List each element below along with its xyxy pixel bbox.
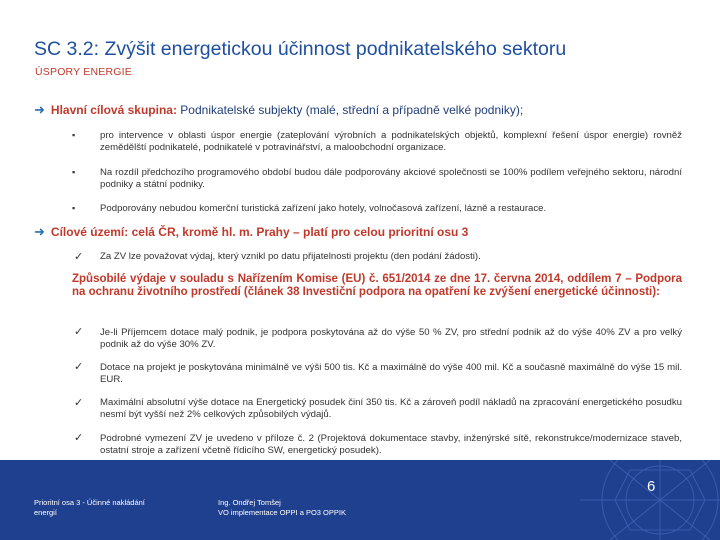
list-item: Za ZV lze považovat výdaj, který vznikl po datu přijatelnosti projektu (den podání žádosti).: [100, 251, 481, 262]
list-item: Na rozdíl předchozího programového období budou dále podporovány akciové společnosti se 100% podílem veřejného sektoru, národní podniky a státní podniky.: [100, 167, 682, 190]
list-item: Podrobné vymezení ZV je uvedeno v příloze č. 2 (Projektová dokumentace stavby, inženýrské sítě, rekonstrukce/modernizace staveb, ostatní stroje a zařízení včetně řídicího SW, energetický posudek).: [100, 433, 682, 456]
footer-author-name: Ing. Ondřej Tomšej: [218, 498, 281, 507]
list-item: Podporovány nebudou komerční turistická zařízení jako hotely, volnočasová zařízení, lázně a restaurace.: [100, 203, 547, 214]
page-number: 6: [647, 478, 656, 495]
footer-left: [34, 498, 145, 518]
square-bullet-icon: ▪: [72, 203, 76, 213]
list-item: pro intervence v oblasti úspor energie (zateplování výrobních a podnikatelských objektů, komplexní řešení úspor energie) rovněž zemědělští podnikatelé, podnikatelé v potravinářství, a maloobchodní organizace.: [100, 130, 682, 153]
checkmark-icon: ✓: [74, 251, 84, 263]
eligible-costs-heading: Způsobilé výdaje v souladu s Nařízením Komise (EU) č. 651/2014 ze dne 17. června 2014, oddílem 7 – Podpora na ochranu životního prostředí (článek 38 Investiční podpora na opatření ke zvýšení energetické účinnosti):: [72, 273, 682, 298]
footer-author-role: VO implementace OPPI a PO3 OPPIK: [218, 508, 346, 517]
footer-author: [218, 498, 346, 518]
page-title: SC 3.2: Zvýšit energetickou účinnost podnikatelského sektoru: [34, 38, 567, 60]
footer-left-line1: Prioritní osa 3 - Účinné nakládání: [34, 498, 145, 507]
section-text: celá ČR, kromě hl. m. Prahy – platí pro celou prioritní osu 3: [131, 225, 469, 239]
decorative-network-icon: [460, 460, 720, 540]
arrow-right-icon: ➜: [34, 102, 45, 117]
footer-left-line2: energií: [34, 508, 57, 517]
arrow-right-icon: ➜: [34, 224, 45, 239]
checkmark-icon: ✓: [74, 432, 84, 444]
checkmark-icon: ✓: [74, 326, 84, 338]
list-item: Dotace na projekt je poskytována minimálně ve výši 500 tis. Kč a maximálně do výše 400 mil. Kč a současně maximálně do výše 15 mil. EUR.: [100, 362, 682, 385]
list-item: Je-li Příjemcem dotace malý podnik, je podpora poskytována až do výše 50 % ZV, pro střední podnik až do výše 40% ZV a pro velký podnik až do výše 30% ZV.: [100, 327, 682, 350]
footer: [0, 460, 720, 540]
checkmark-icon: ✓: [74, 397, 84, 409]
section-text: Podnikatelské subjekty (malé, střední a případně velké podniky);: [180, 103, 524, 117]
section-label: Hlavní cílová skupina:: [50, 103, 177, 117]
square-bullet-icon: ▪: [72, 130, 76, 140]
checkmark-icon: ✓: [74, 361, 84, 373]
list-item: Maximální absolutní výše dotace na Energetický posudek činí 350 tis. Kč a zároveň podíl nákladů na zpracování energetického posudku nesmí být vyšší než 2% celkových způsobilých výdajů.: [100, 397, 682, 420]
page-subtitle: ÚSPORY ENERGIE: [35, 66, 132, 78]
section-target-area: [34, 224, 468, 240]
square-bullet-icon: ▪: [72, 167, 76, 177]
section-label: Cílové území:: [50, 225, 129, 239]
section-target-group: [34, 102, 523, 118]
